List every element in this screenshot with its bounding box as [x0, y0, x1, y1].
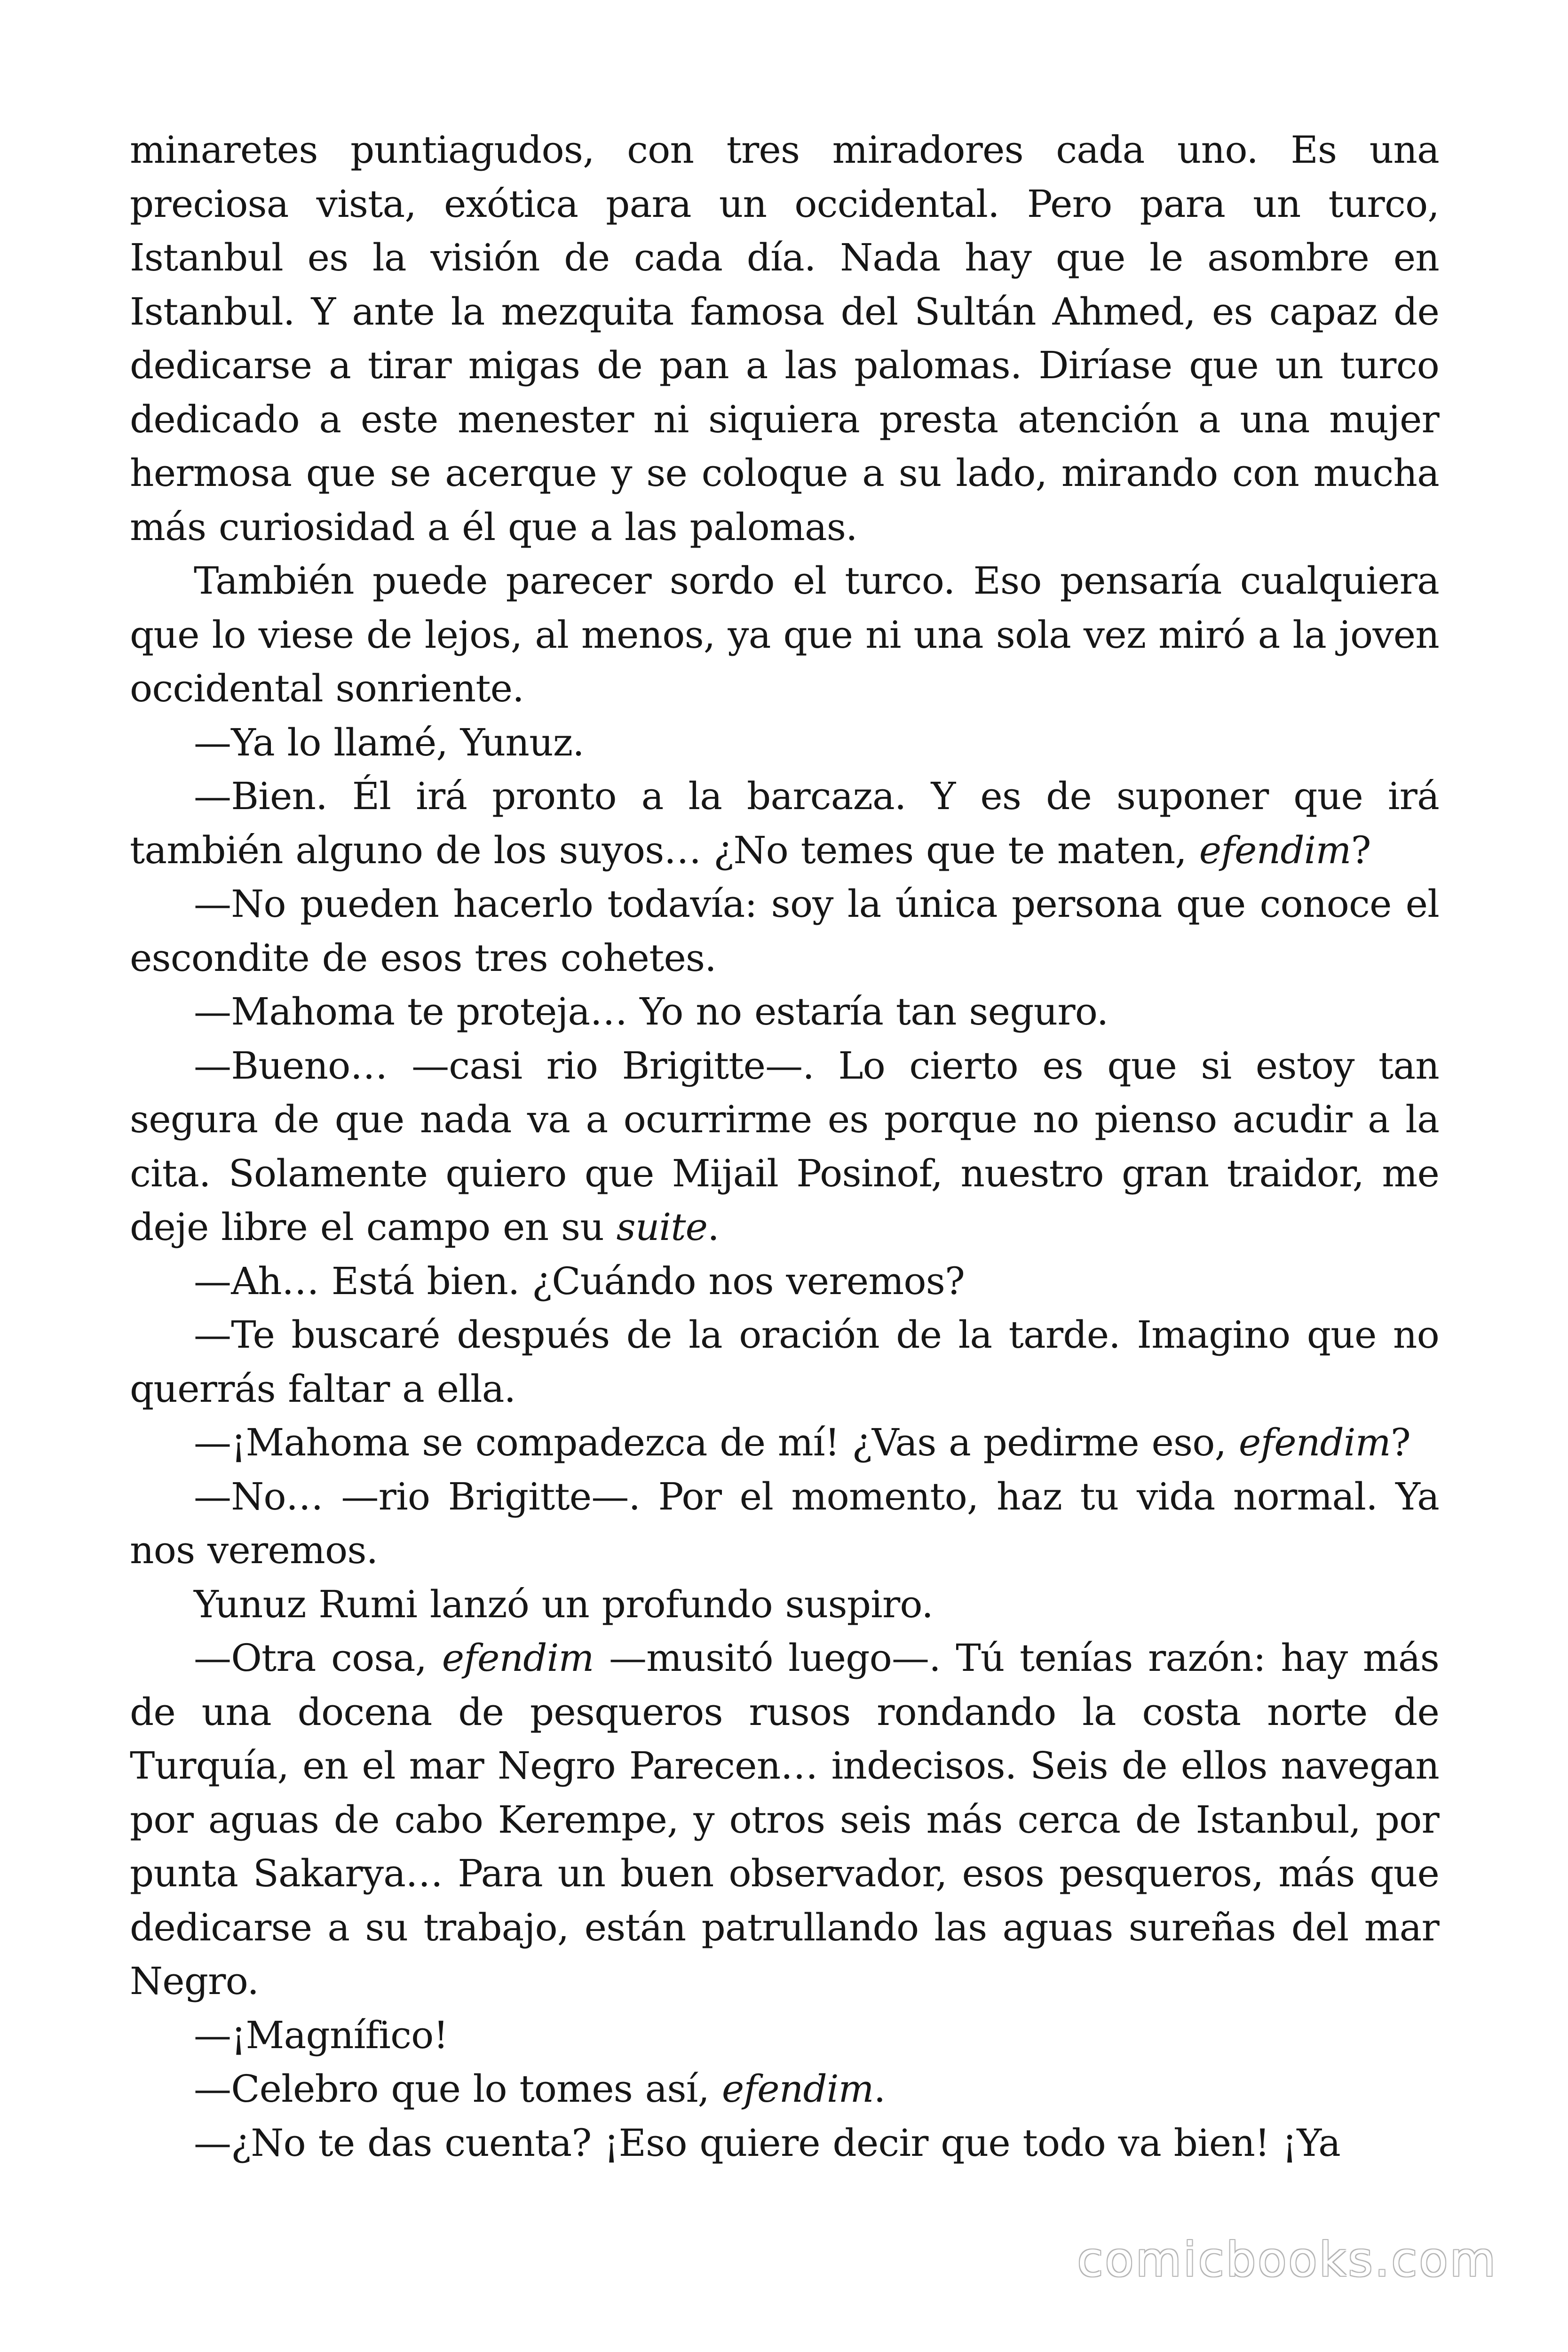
text-run: —¡Magnífico!: [194, 2013, 448, 2057]
paragraph: [130, 2116, 1439, 2170]
paragraph: [130, 1039, 1439, 1255]
paragraph: [130, 1631, 1439, 2009]
paragraph: [130, 1308, 1439, 1416]
paragraph: [130, 2009, 1439, 2063]
watermark-logo: comicbooks.com: [1077, 2232, 1497, 2287]
page-body-text: [130, 123, 1439, 2170]
paragraph: [130, 1470, 1439, 1578]
text-run: —Bueno… —casi rio Brigitte—. Lo cierto es que si estoy tan segura de que nada va a ocurrirme es porque no pienso acudir a la cita. Solamente quiero que Mijail Posinof, nuestro gran traidor, me deje libre el campo en su: [130, 1043, 1439, 1249]
text-run: .: [707, 1205, 719, 1249]
italic-text: suite: [616, 1205, 708, 1249]
text-run: También puede parecer sordo el turco. Eso pensaría cualquiera que lo viese de lejos, al menos, ya que ni una sola vez miró a la joven occidental sonriente.: [130, 559, 1439, 710]
text-run: —Ah… Está bien. ¿Cuándo nos veremos?: [194, 1259, 965, 1303]
text-run: —Otra cosa,: [194, 1636, 442, 1680]
italic-text: efendim: [442, 1636, 594, 1680]
paragraph: [130, 1416, 1439, 1470]
text-run: —¿No te das cuenta? ¡Eso quiere decir que todo va bien! ¡Ya: [194, 2121, 1341, 2165]
text-run: —No pueden hacerlo todavía: soy la única persona que conoce el escondite de esos tres cohetes.: [130, 882, 1439, 980]
paragraph: [130, 770, 1439, 877]
text-run: Yunuz Rumi lanzó un profundo suspiro.: [194, 1582, 934, 1626]
italic-text: efendim: [1199, 828, 1351, 872]
paragraph: [130, 985, 1439, 1039]
paragraph: [130, 716, 1439, 770]
text-run: —Ya lo llamé, Yunuz.: [194, 720, 584, 764]
italic-text: efendim: [721, 2067, 874, 2111]
text-run: minaretes puntiagudos, con tres miradores cada uno. Es una preciosa vista, exótica para un occidental. Pero para un turco, Istanbul es la visión de cada día. Nada hay que le asombre en Istanbul. Y ante la mezquita famosa del Sultán Ahmed, es capaz de dedicarse a tirar migas de pan a las palomas. Diríase que un turco dedicado a este menester ni siquiera presta atención a una mujer hermosa que se acerque y se coloque a su lado, mirando con mucha más curiosidad a él que a las palomas.: [130, 128, 1439, 549]
text-run: ?: [1351, 828, 1371, 872]
paragraph: [130, 123, 1439, 554]
paragraph: [130, 2062, 1439, 2116]
text-run: —No… —rio Brigitte—. Por el momento, haz tu vida normal. Ya nos veremos.: [130, 1474, 1439, 1572]
text-run: —Te buscaré después de la oración de la tarde. Imagino que no querrás faltar a ella.: [130, 1313, 1439, 1411]
paragraph: [130, 1255, 1439, 1309]
paragraph: [130, 1578, 1439, 1632]
italic-text: efendim: [1238, 1421, 1391, 1464]
text-run: ?: [1390, 1421, 1410, 1464]
text-run: —Mahoma te proteja… Yo no estaría tan seguro.: [194, 990, 1109, 1033]
text-run: —musitó luego—. Tú tenías razón: hay más de una docena de pesqueros rusos rondando la costa norte de Turquía, en el mar Negro Parecen… indecisos. Seis de ellos navegan por aguas de cabo Kerempe, y otros seis más cerca de Istanbul, por punta Sakarya… Para un buen observador, esos pesqueros, más que dedicarse a su trabajo, están patrullando las aguas sureñas del mar Negro.: [130, 1636, 1439, 2003]
paragraph: [130, 877, 1439, 985]
text-run: .: [873, 2067, 886, 2111]
text-run: —¡Mahoma se compadezca de mí! ¿Vas a pedirme eso,: [194, 1421, 1239, 1464]
text-run: —Bien. Él irá pronto a la barcaza. Y es de suponer que irá también alguno de los suyos… ¿No temes que te maten,: [130, 774, 1439, 872]
paragraph: [130, 554, 1439, 716]
text-run: —Celebro que lo tomes así,: [194, 2067, 722, 2111]
